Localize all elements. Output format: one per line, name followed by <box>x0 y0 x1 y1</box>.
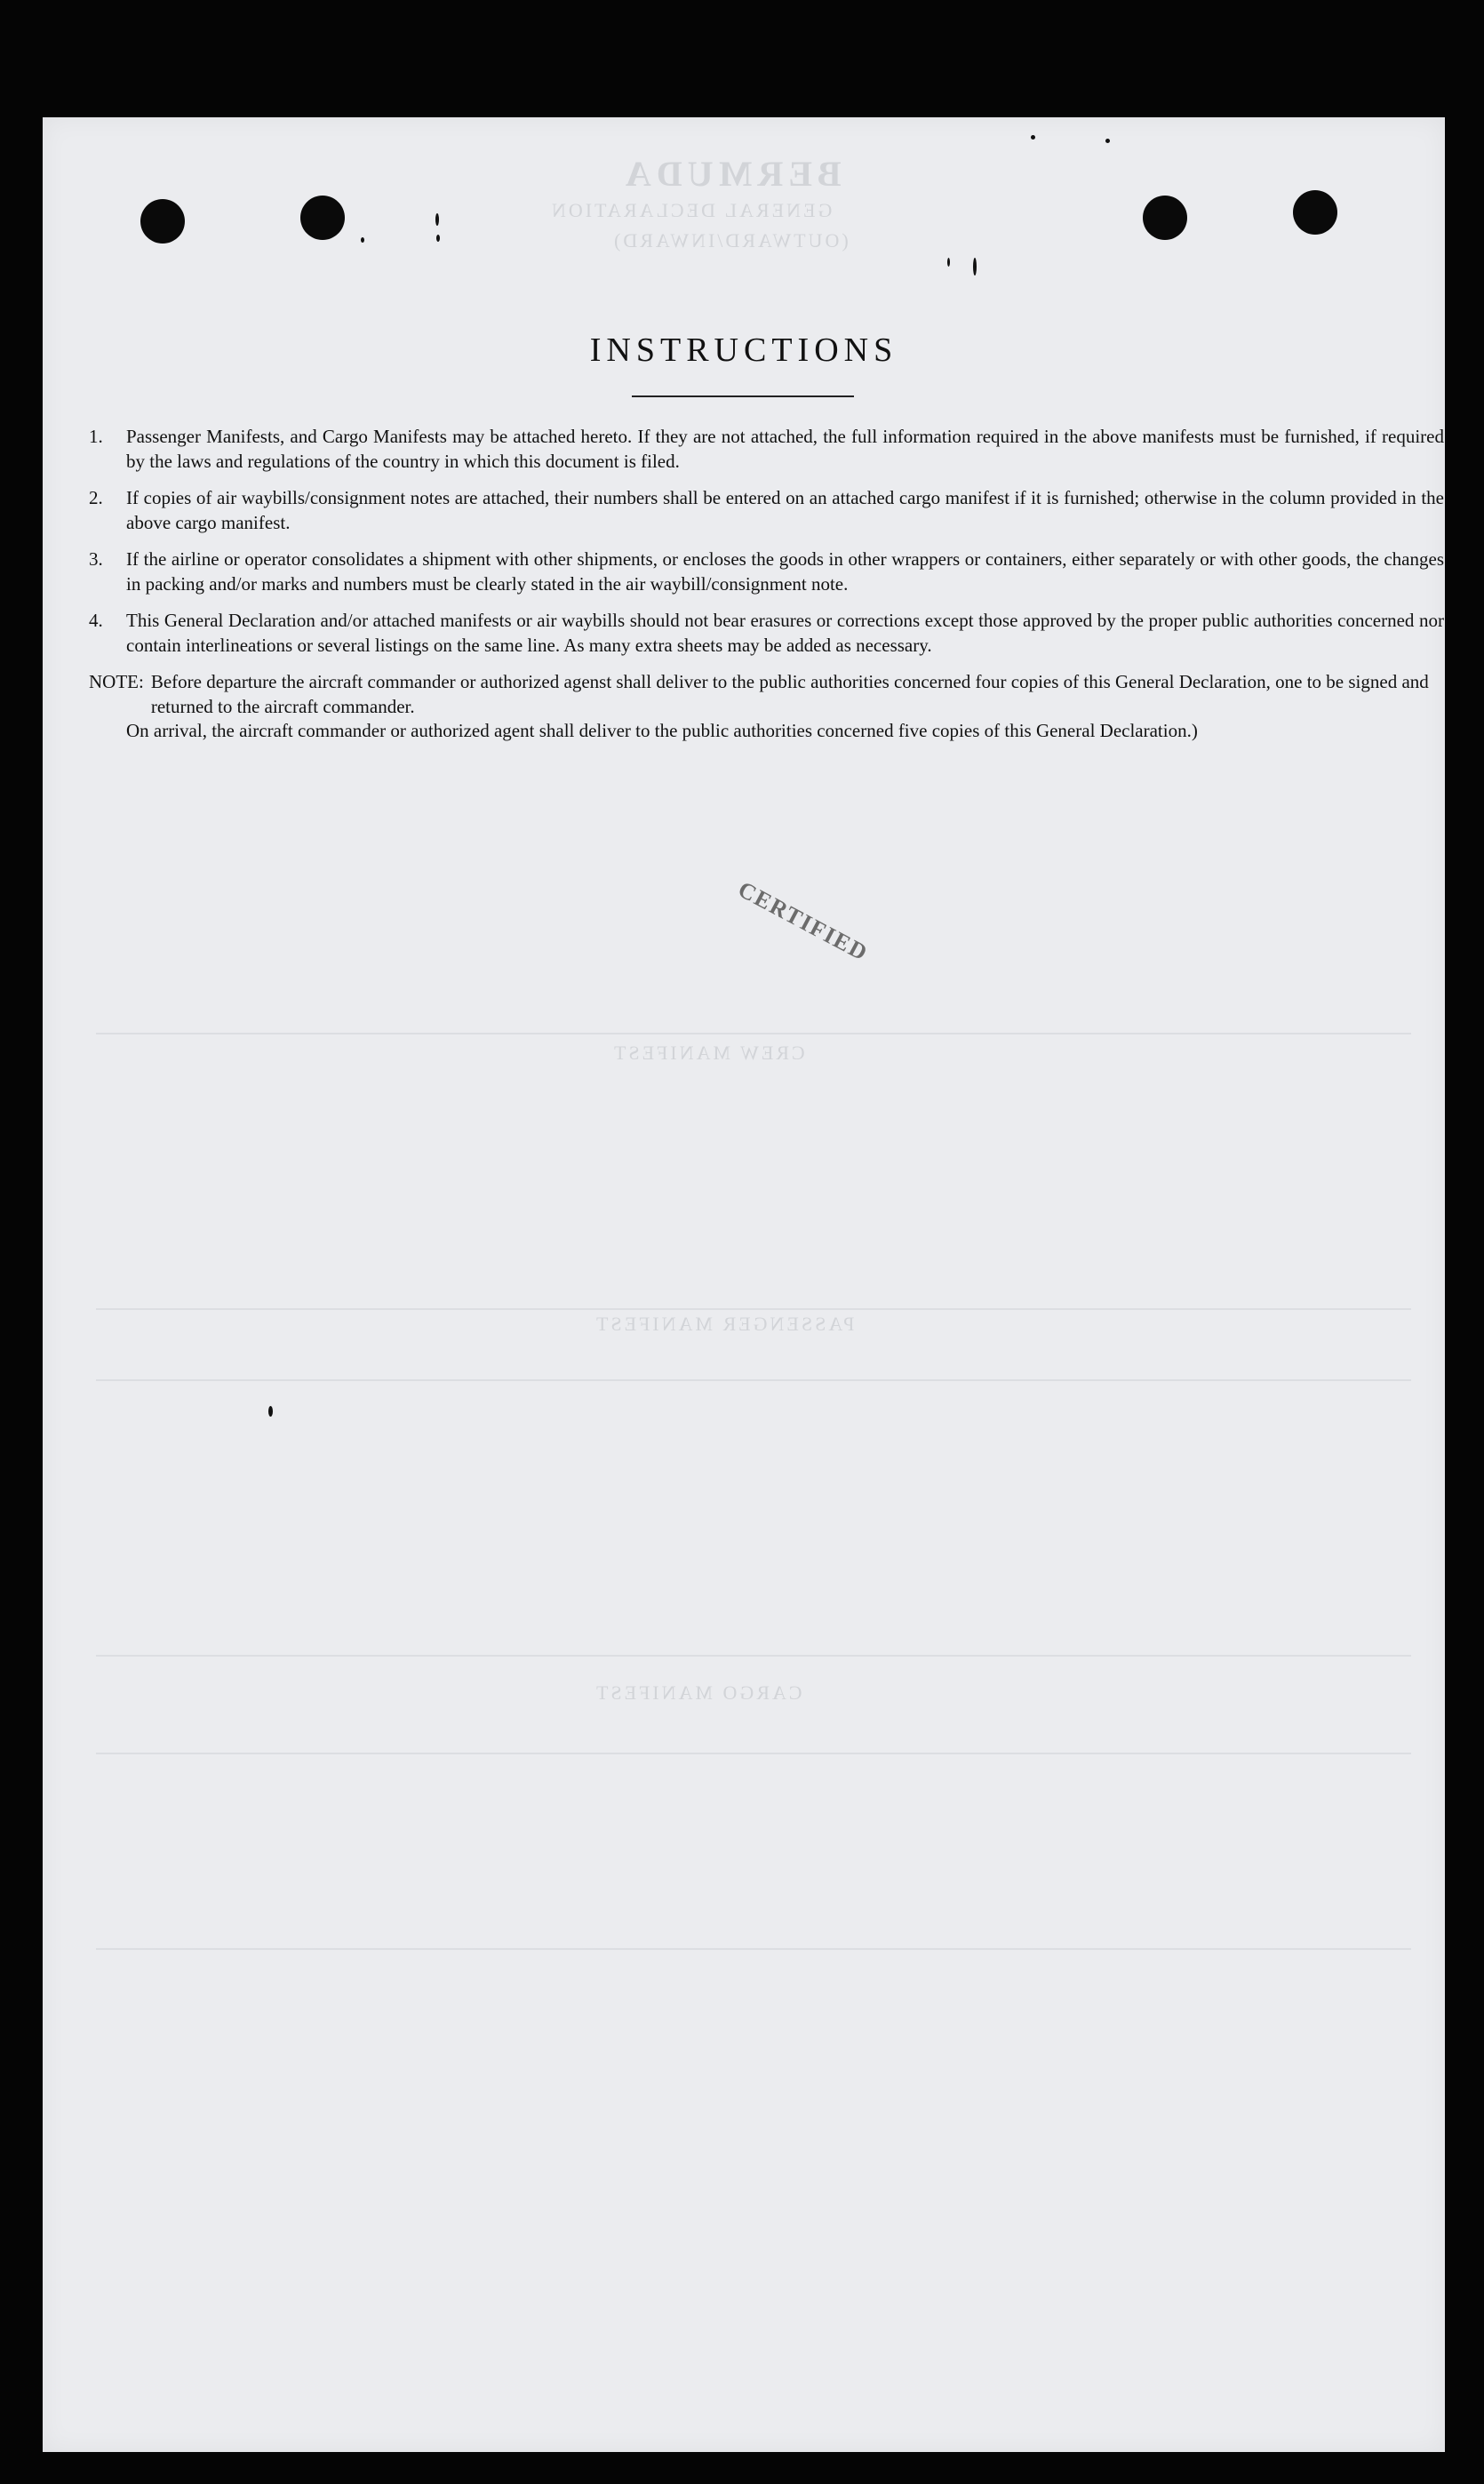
instruction-item <box>89 425 1444 474</box>
instruction-text: If copies of air waybills/consignment notes are attached, their numbers shall be entered on an attached cargo manifest if it is furnished; otherwise in the column provided in the above cargo manifest. <box>126 487 1444 533</box>
instruction-text: This General Declaration and/or attached manifests or air waybills should not bear erasures or corrections except those approved by the proper public authorities concerned nor contain interlineations or several listings on the same line. As many extra sheets may be added as necessary. <box>126 610 1444 656</box>
show-through-rule <box>96 1033 1411 1034</box>
speck <box>973 258 977 276</box>
instruction-number: 2. <box>89 487 103 508</box>
note-second: On arrival, the aircraft commander or authorized agent shall deliver to the public authorities concerned five copies of this General Declaration.) <box>126 720 1198 741</box>
show-through-subheading: GENERAL DECLARATION <box>549 199 833 221</box>
instruction-number: 4. <box>89 610 103 631</box>
certified-stamp: CERTIFIED <box>733 875 874 967</box>
title-underline <box>632 395 854 397</box>
instruction-number: 3. <box>89 548 103 570</box>
speck <box>436 235 440 242</box>
speck <box>947 258 950 267</box>
punch-hole <box>1143 196 1187 240</box>
instruction-item <box>89 609 1444 658</box>
speck <box>361 237 364 243</box>
punch-hole <box>1293 190 1337 235</box>
speck <box>1105 139 1110 143</box>
instruction-number: 1. <box>89 426 103 447</box>
instruction-text: If the airline or operator consolidates a shipment with other shipments, or encloses the goods in other wrappers or containers, either separately or with other goods, the changes in packing and/or marks and numbers must be clearly stated in the air waybill/consignment note. <box>126 548 1444 595</box>
speck <box>435 213 439 226</box>
instruction-text: Passenger Manifests, and Cargo Manifests may be attached hereto. If they are not attached, the full information required in the above manifests must be furnished, if required by the laws and regulations of the country in which this document is filed. <box>126 426 1444 472</box>
punch-hole <box>300 196 345 240</box>
show-through-direction: (OUTWARD/INWARD) <box>611 229 849 252</box>
show-through-rule <box>96 1753 1411 1754</box>
show-through-cargo: CARGO MANIFEST <box>594 1681 802 1704</box>
show-through-rule <box>96 1948 1411 1950</box>
document-page <box>43 117 1445 2452</box>
punch-hole <box>140 199 185 244</box>
show-through-rule <box>96 1308 1411 1310</box>
show-through-passenger: PASSENGER MANIFEST <box>594 1313 855 1335</box>
instructions-title: INSTRUCTIONS <box>589 331 898 369</box>
instruction-item <box>89 547 1444 596</box>
note-label: NOTE: <box>89 671 144 692</box>
speck <box>1031 135 1035 140</box>
note-first: Before departure the aircraft commander or authorized agenst shall deliver to the public authorities concerned four copies of this General Declaration, one to be signed and returned to the aircraft commander. <box>150 671 1429 717</box>
show-through-heading: BERMUDA <box>620 154 842 194</box>
show-through-crew: CREW MANIFEST <box>611 1042 805 1064</box>
note-block <box>89 670 1444 719</box>
show-through-rule <box>96 1379 1411 1381</box>
show-through-rule <box>96 1655 1411 1657</box>
instruction-item <box>89 486 1444 535</box>
speck <box>268 1406 273 1417</box>
instructions-list <box>89 425 1444 744</box>
